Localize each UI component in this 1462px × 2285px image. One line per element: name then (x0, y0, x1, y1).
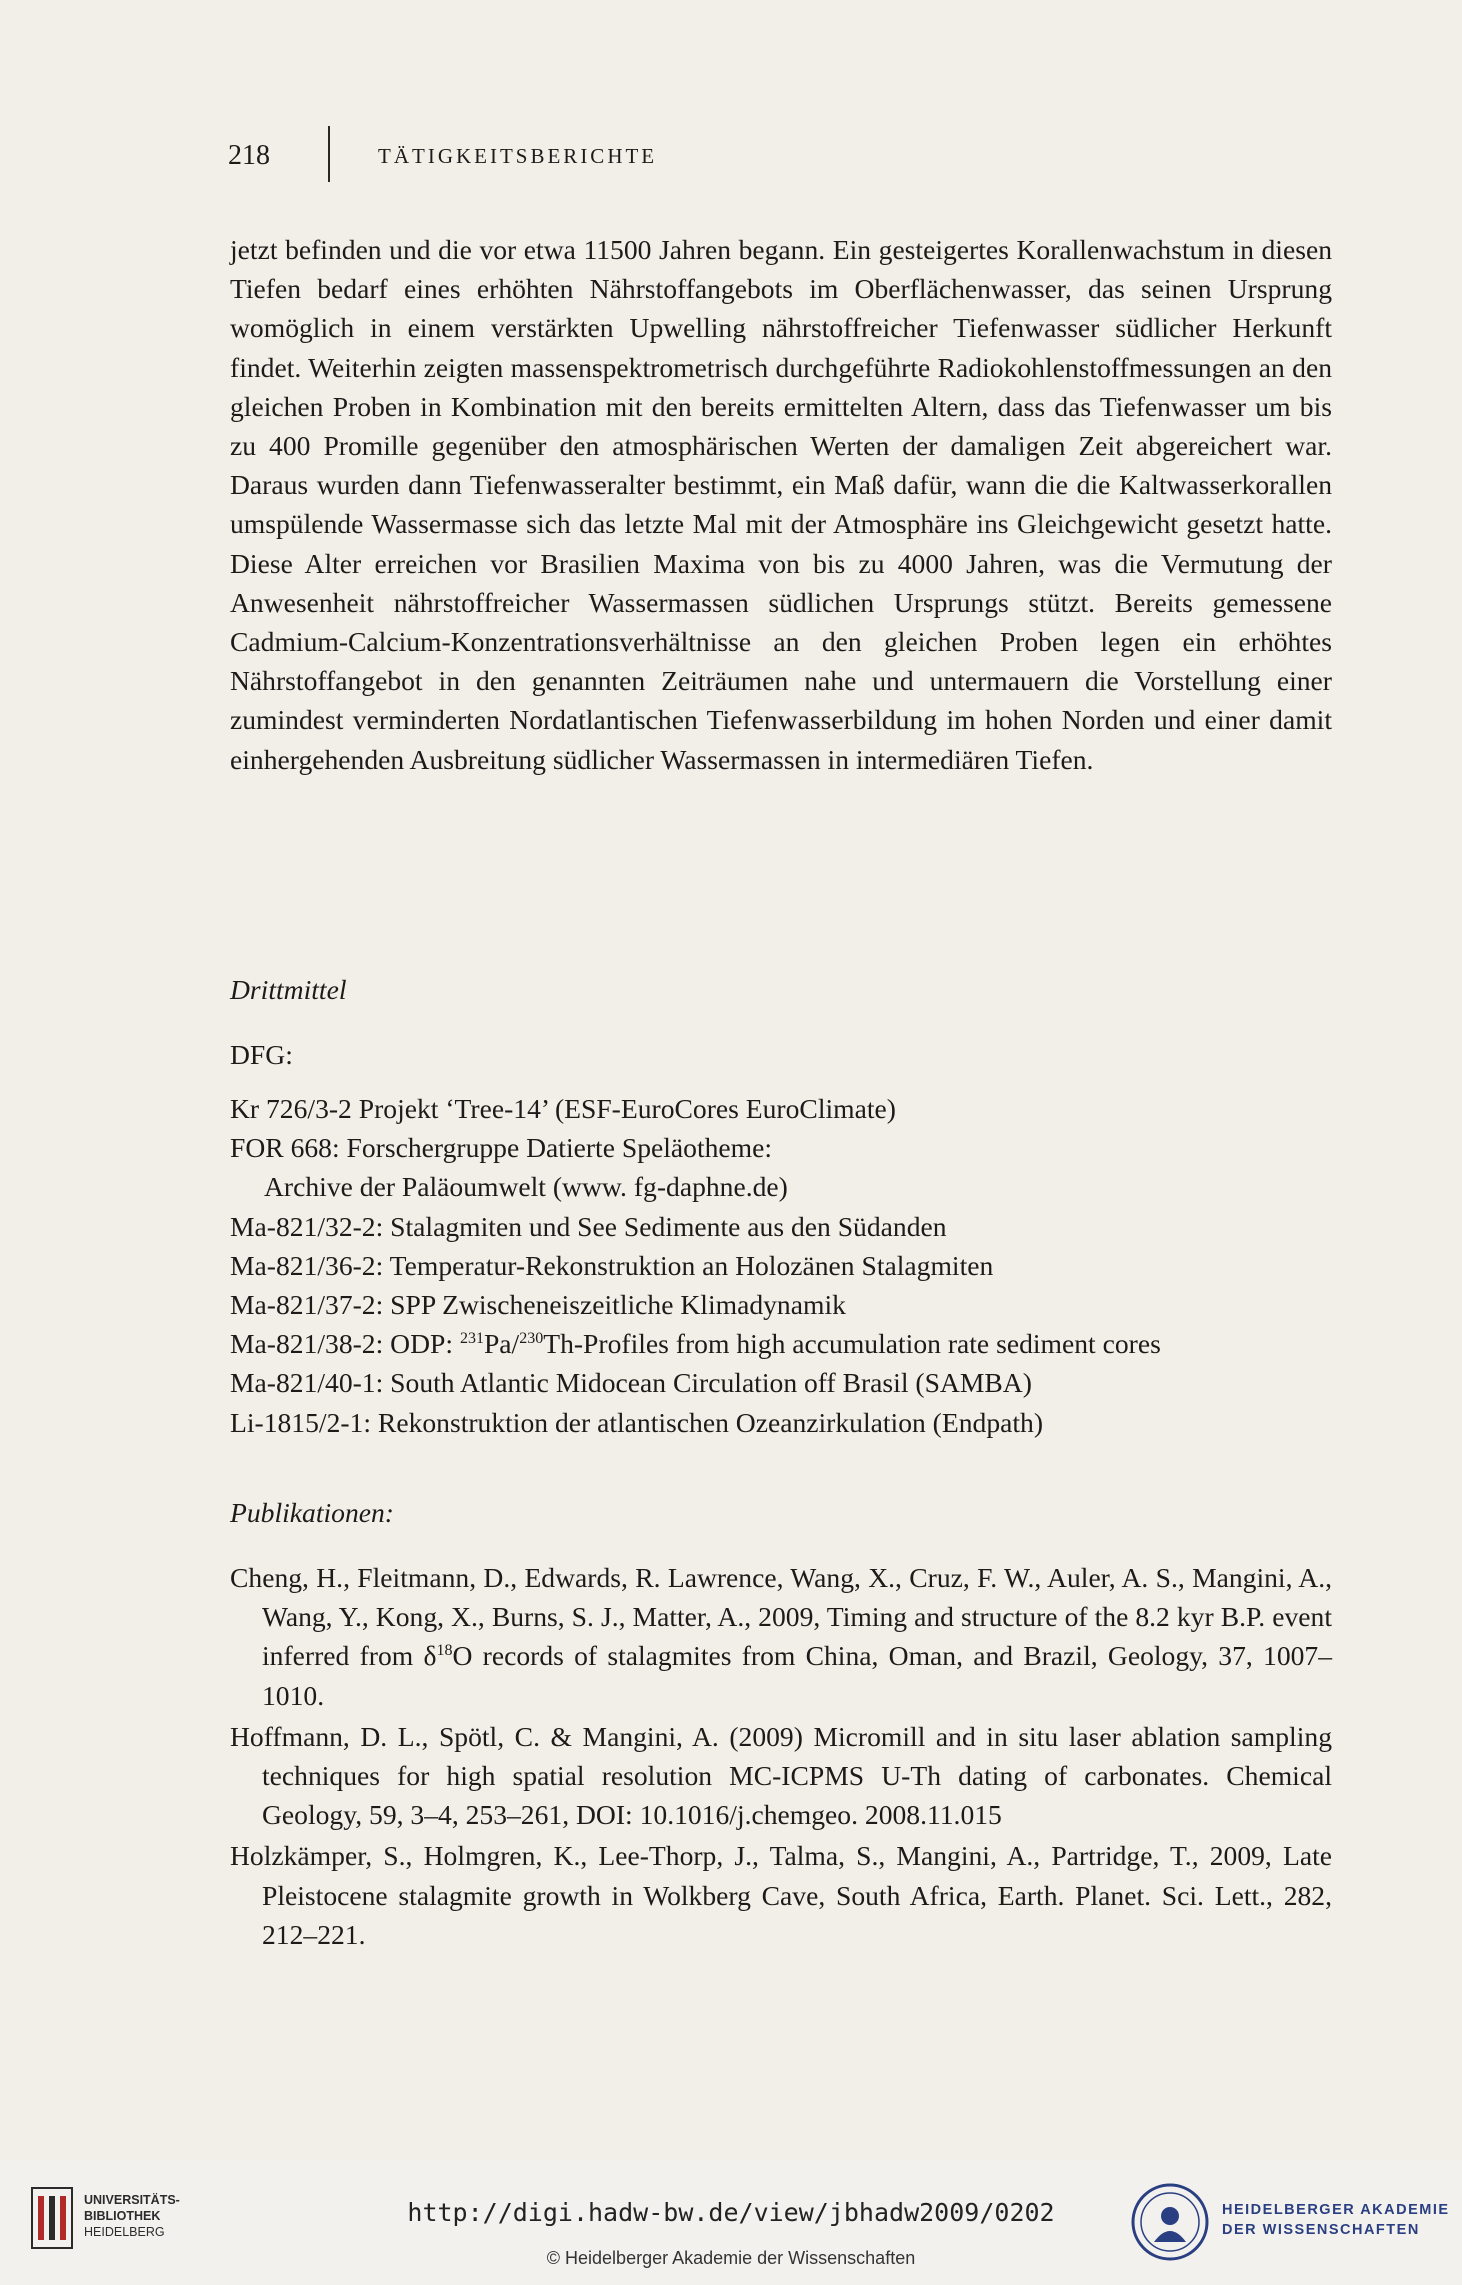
publication-list (230, 1558, 1332, 1956)
grant-text: Th-Profiles from high accumulation rate sediment cores (543, 1328, 1161, 1360)
library-name-line: BIBLIOTHEK (84, 2209, 161, 2223)
superscript: 18 (436, 1642, 453, 1660)
grant-item: Ma-821/32-2: Stalagmiten und See Sedimente aus den Südanden (230, 1210, 947, 1242)
publication-text: Cheng, H., Fleitmann, D., Edwards, R. Lawrence, Wang, X., Cruz, F. W., Auler, A. S., Mangini, A., Wang, Y., Kong, X., Burns, S. J., Matter, A., 2009, Timing and structure of the 8.2 kyr B.P. event inferred from δ (230, 1562, 1332, 1672)
grant-text: Pa/ (483, 1328, 520, 1360)
publication-item (230, 1558, 1332, 1715)
library-name-line: UNIVERSITÄTS- (84, 2193, 180, 2207)
grant-text: Ma-821/38-2: ODP: (230, 1328, 460, 1360)
academy-name-line: HEIDELBERGER AKADEMIE (1222, 2202, 1450, 2218)
publication-item: Hoffmann, D. L., Spötl, C. & Mangini, A. (2009) Micromill and in situ laser ablation sampling techniques for high spatial resolution MC-ICPMS U-Th dating of carbonates. Chemical Geology, 59, 3–4, 253–261, DOI: 10.1016/j.chemgeo. 2008.11.015 (230, 1720, 1332, 1831)
grant-item: Kr 726/3-2 Projekt ‘Tree-14’ (ESF-EuroCores EuroClimate) (230, 1093, 896, 1124)
funder-label: DFG: (230, 1039, 293, 1070)
superscript: 230 (519, 1330, 544, 1348)
superscript: 231 (459, 1330, 484, 1348)
digitization-footer (0, 2160, 1462, 2285)
running-head: TÄTIGKEITSBERICHTE (378, 144, 658, 168)
grant-item: Archive der Paläoumwelt (www. fg-daphne.de) (264, 1171, 788, 1203)
grant-item: Li-1815/2-1: Rekonstruktion der atlantischen Ozeanzirkulation (Endpath) (230, 1406, 1044, 1438)
header-divider (328, 126, 330, 182)
grant-item (230, 1324, 1332, 1363)
source-url-link[interactable]: http://digi.hadw-bw.de/view/jbhadw2009/0202 (407, 2198, 1055, 2227)
body-paragraph: jetzt befinden und die vor etwa 11500 Jahren begann. Ein gesteigertes Korallenwachstum in diesen Tiefen bedarf eines erhöhten Nährstoffangebots im Oberflächenwasser, das seinen Ursprung womöglich in einem verstärkten Upwelling nährstoffreicher Tiefenwasser südlicher Herkunft findet. Weiterhin zeigten massenspektrometrisch durchgeführte Radiokohlenstoffmessungen an den gleichen Proben in Kombination mit den bereits ermittelten Altern, dass das Tiefenwasser um bis zu 400 Promille gegenüber den atmosphärischen Werten der damaligen Zeit abgereichert war. Daraus wurden dann Tiefenwasseralter bestimmt, ein Maß dafür, wann die die Kaltwasserkorallen umspülende Wassermasse sich das letzte Mal mit der Atmosphäre ins Gleichgewicht gesetzt hatte. Diese Alter erreichen vor Brasilien Maxima von bis zu 4000 Jahren, was die Vermutung der Anwesenheit nährstoffreicher Wassermassen südlichen Ursprungs stützt. Bereits gemessene Cadmium-Calcium-Konzentrationsverhältnisse an den gleichen Proben legen ein erhöhtes Nährstoffangebot in den genannten Zeiträumen nahe und untermauern die Vorstellung einer zumindest verminderten Nordatlantischen Tiefenwasserbildung im hohen Norden und einer damit einhergehenden Ausbreitung südlicher Wassermassen in intermediären Tiefen. (230, 234, 1332, 775)
grant-item: Ma-821/36-2: Temperatur-Rekonstruktion an Holozänen Stalagmiten (230, 1249, 994, 1281)
publication-text: O records of stalagmites from China, Oman, and Brazil, Geology, 37, 1007–1010. (262, 1640, 1333, 1711)
page-header (228, 132, 1328, 174)
section-heading-publikationen: Publikationen: (230, 1497, 394, 1528)
academy-name (1222, 2200, 1450, 2240)
library-name-line: HEIDELBERG (84, 2225, 165, 2239)
grant-item: Ma-821/37-2: SPP Zwischeneiszeitliche Klimadynamik (230, 1289, 846, 1321)
academy-seal-icon (1130, 2182, 1210, 2262)
academy-name-line: DER WISSENSCHAFTEN (1222, 2222, 1420, 2238)
publication-item: Holzkämper, S., Holmgren, K., Lee-Thorp, J., Talma, S., Mangini, A., Partridge, T., 2009, Late Pleistocene stalagmite growth in Wolkberg Cave, South Africa, Earth. Planet. Sci. Lett., 282, 212–221. (230, 1840, 1332, 1950)
page-number: 218 (228, 140, 270, 171)
section-heading-drittmittel: Drittmittel (230, 974, 347, 1005)
grant-item: FOR 668: Forschergruppe Datierte Speläotheme: (230, 1132, 773, 1164)
grant-list (230, 1089, 1332, 1442)
copyright-notice: © Heidelberger Akademie der Wissenschaften (546, 2248, 916, 2268)
grant-item: Ma-821/40-1: South Atlantic Midocean Circulation off Brasil (SAMBA) (230, 1367, 1032, 1399)
